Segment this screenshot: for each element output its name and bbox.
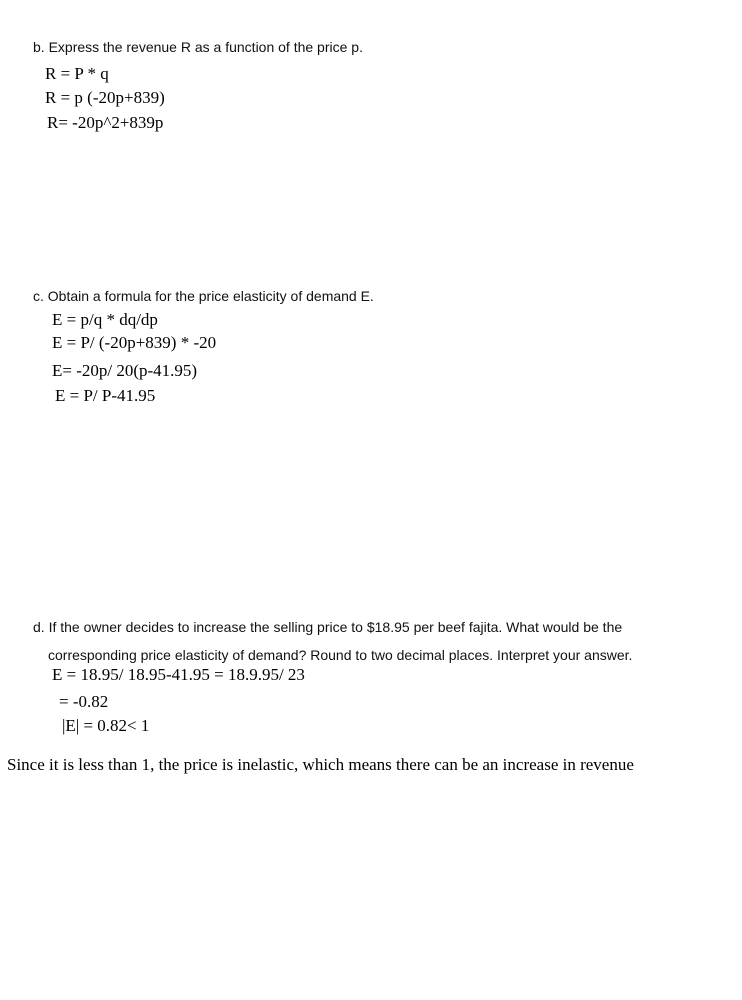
answer-b-line-1: R = P * q: [45, 64, 109, 83]
answer-d-line-1: E = 18.95/ 18.95-41.95 = 18.9.95/ 23: [52, 665, 305, 684]
conclusion-text: Since it is less than 1, the price is inelastic, which means there can be an increase in revenue: [7, 755, 634, 774]
answer-b-line-3: R= -20p^2+839p: [47, 113, 164, 132]
answer-c-line-2: E = P/ (-20p+839) * -20: [52, 333, 217, 352]
answer-c-line-3: E= -20p/ 20(p-41.95): [52, 361, 198, 380]
question-d-prompt-line-2: corresponding price elasticity of demand? Round to two decimal places. Interpret your answer.: [48, 647, 633, 663]
question-c-prompt: c. Obtain a formula for the price elasticity of demand E.: [33, 288, 374, 304]
answer-c-line-1: E = p/q * dq/dp: [52, 310, 158, 329]
question-b-prompt: b. Express the revenue R as a function of the price p.: [33, 39, 363, 55]
answer-b-line-2: R = p (-20p+839): [45, 88, 165, 107]
answer-d-line-2: = -0.82: [59, 692, 109, 711]
answer-c-line-4: E = P/ P-41.95: [55, 386, 156, 405]
question-d-prompt-line-1: d. If the owner decides to increase the selling price to $18.95 per beef fajita. What would be the: [33, 619, 623, 635]
answer-d-line-3: |E| = 0.82< 1: [62, 716, 150, 735]
